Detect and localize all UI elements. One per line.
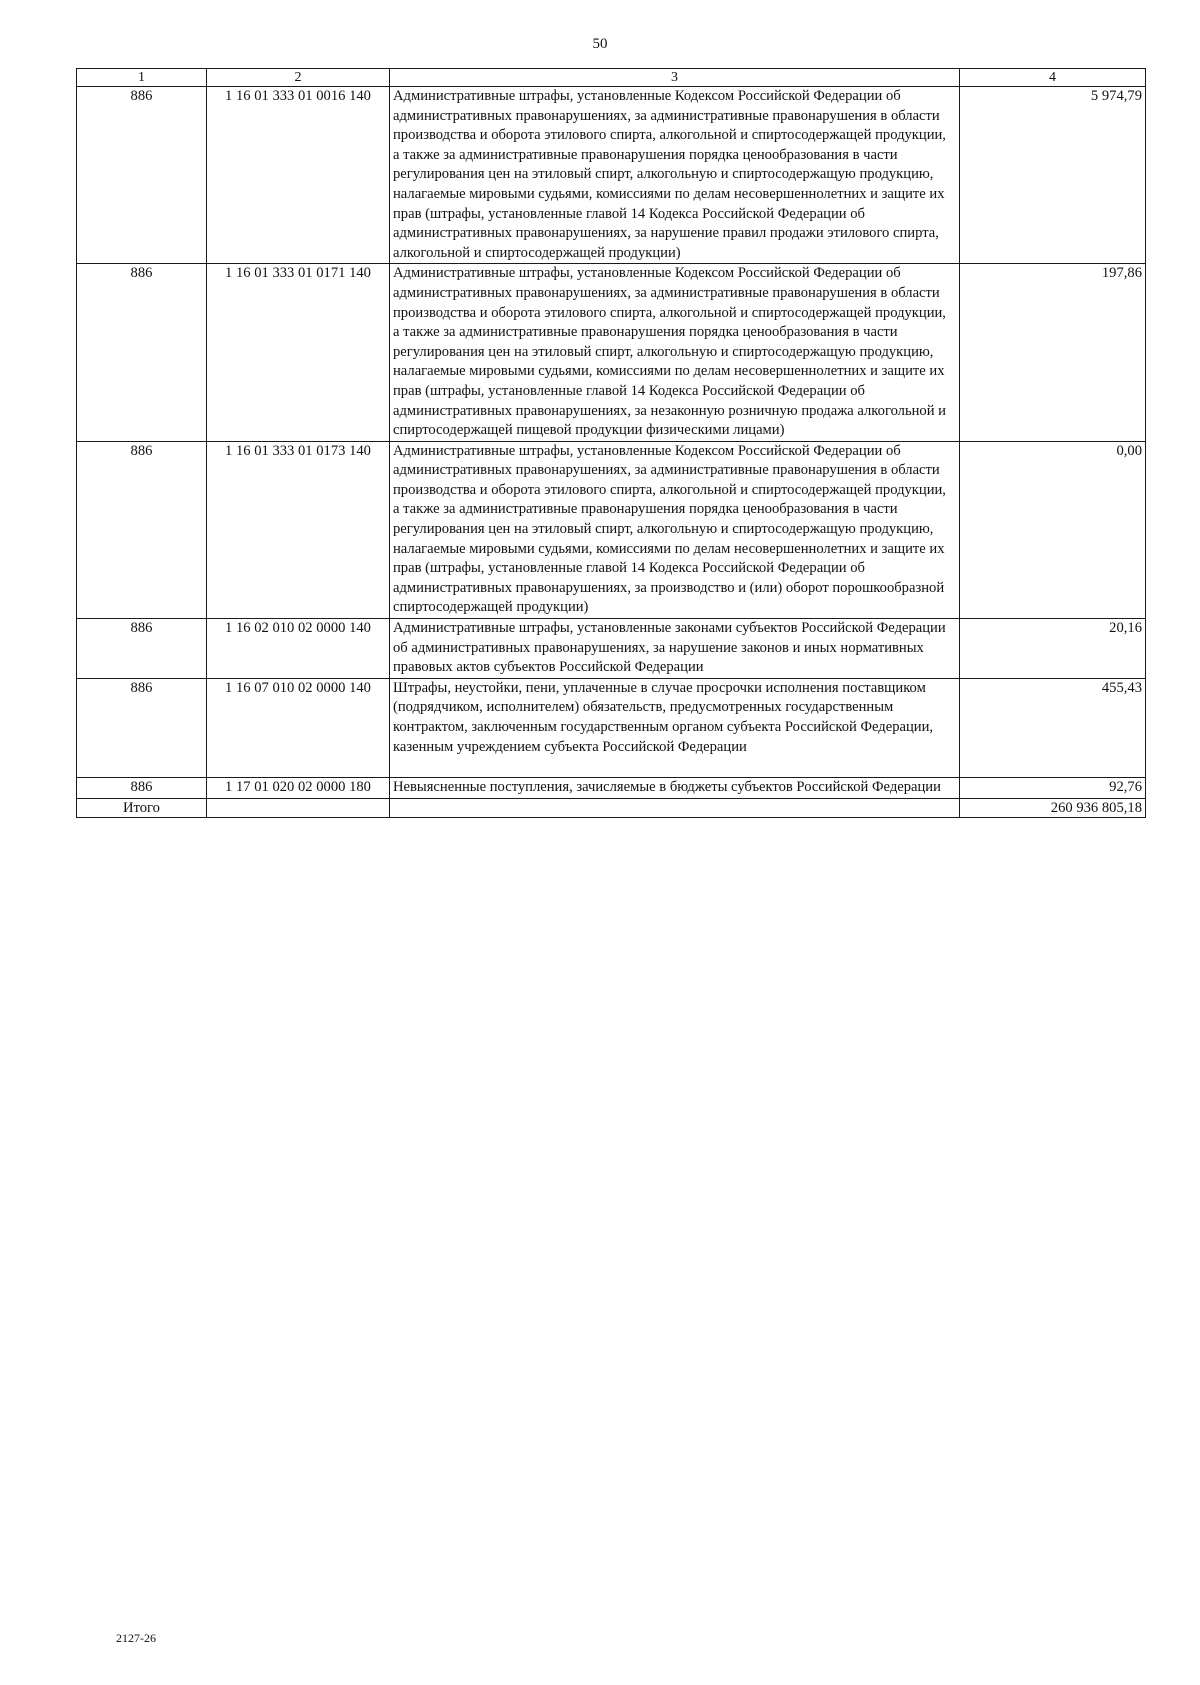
admin-code-cell: 886 bbox=[77, 441, 207, 618]
budget-code-cell: 1 17 01 020 02 0000 180 bbox=[207, 778, 390, 799]
amount-cell: 5 974,79 bbox=[960, 87, 1146, 264]
amount-cell: 20,16 bbox=[960, 619, 1146, 679]
table-row bbox=[77, 678, 1146, 777]
column-header-4: 4 bbox=[960, 69, 1146, 87]
amount-cell: 197,86 bbox=[960, 264, 1146, 441]
budget-code-cell: 1 16 01 333 01 0016 140 bbox=[207, 87, 390, 264]
table-row bbox=[77, 778, 1146, 799]
admin-code-cell: 886 bbox=[77, 678, 207, 777]
revenue-name-cell: Невыясненные поступления, зачисляемые в бюджеты субъектов Российской Федерации bbox=[390, 778, 960, 799]
column-header-2: 2 bbox=[207, 69, 390, 87]
admin-code-cell: 886 bbox=[77, 619, 207, 679]
footer-code: 2127-26 bbox=[116, 1631, 156, 1645]
table-row bbox=[77, 87, 1146, 264]
table-row bbox=[77, 264, 1146, 441]
table-row bbox=[77, 441, 1146, 618]
total-empty-cell bbox=[390, 798, 960, 817]
total-label: Итого bbox=[77, 798, 207, 817]
budget-code-cell: 1 16 01 333 01 0173 140 bbox=[207, 441, 390, 618]
amount-cell: 92,76 bbox=[960, 778, 1146, 799]
amount-cell: 455,43 bbox=[960, 678, 1146, 777]
budget-code-cell: 1 16 01 333 01 0171 140 bbox=[207, 264, 390, 441]
admin-code-cell: 886 bbox=[77, 87, 207, 264]
revenue-table bbox=[76, 68, 1146, 818]
revenue-name-cell: Административные штрафы, установленные законами субъектов Российской Федерации об административных правонарушениях, за нарушение законов и иных нормативных правовых актов субъектов Российской Федерации bbox=[390, 619, 960, 679]
column-number-row bbox=[77, 69, 1146, 87]
budget-code-cell: 1 16 02 010 02 0000 140 bbox=[207, 619, 390, 679]
column-header-1: 1 bbox=[77, 69, 207, 87]
revenue-name-cell: Административные штрафы, установленные Кодексом Российской Федерации об административных правонарушениях, за административные правонарушения в области производства и оборота этилового спирта, алкогольной и спиртосодержащей продукции, а также за административные правонарушения порядка ценообразования в части регулирования цен на этиловый спирт, алкогольную и спиртосодержащую продукцию, налагаемые мировыми судьями, комиссиями по делам несовершеннолетних и защите их прав (штрафы, установленные главой 14 Кодекса Российской Федерации об административных правонарушениях, за производство и (или) оборот порошкообразной спиртосодержащей продукции) bbox=[390, 441, 960, 618]
page-number: 50 bbox=[592, 36, 608, 52]
revenue-name-cell: Штрафы, неустойки, пени, уплаченные в случае просрочки исполнения поставщиком (подрядчиком, исполнителем) обязательств, предусмотренных государственным контрактом, заключенным государственным органом субъекта Российской Федерации, казенным учреждением субъекта Российской Федерации bbox=[390, 678, 960, 777]
total-amount: 260 936 805,18 bbox=[960, 798, 1146, 817]
total-empty-cell bbox=[207, 798, 390, 817]
budget-code-cell: 1 16 07 010 02 0000 140 bbox=[207, 678, 390, 777]
total-row bbox=[77, 798, 1146, 817]
column-header-3: 3 bbox=[390, 69, 960, 87]
amount-cell: 0,00 bbox=[960, 441, 1146, 618]
admin-code-cell: 886 bbox=[77, 264, 207, 441]
table-row bbox=[77, 619, 1146, 679]
admin-code-cell: 886 bbox=[77, 778, 207, 799]
revenue-name-cell: Административные штрафы, установленные Кодексом Российской Федерации об административных правонарушениях, за административные правонарушения в области производства и оборота этилового спирта, алкогольной и спиртосодержащей продукции, а также за административные правонарушения порядка ценообразования в части регулирования цен на этиловый спирт, алкогольную и спиртосодержащую продукцию, налагаемые мировыми судьями, комиссиями по делам несовершеннолетних и защите их прав (штрафы, установленные главой 14 Кодекса Российской Федерации об административных правонарушениях, за незаконную розничную продажа алкогольной и спиртосодержащей пищевой продукции физическими лицами) bbox=[390, 264, 960, 441]
revenue-name-cell: Административные штрафы, установленные Кодексом Российской Федерации об административных правонарушениях, за административные правонарушения в области производства и оборота этилового спирта, алкогольной и спиртосодержащей продукции, а также за административные правонарушения порядка ценообразования в части регулирования цен на этиловый спирт, алкогольную и спиртосодержащую продукцию, налагаемые мировыми судьями, комиссиями по делам несовершеннолетних и защите их прав (штрафы, установленные главой 14 Кодекса Российской Федерации об административных правонарушениях, за нарушение правил продажи этилового спирта, алкогольной и спиртосодержащей продукции) bbox=[390, 87, 960, 264]
